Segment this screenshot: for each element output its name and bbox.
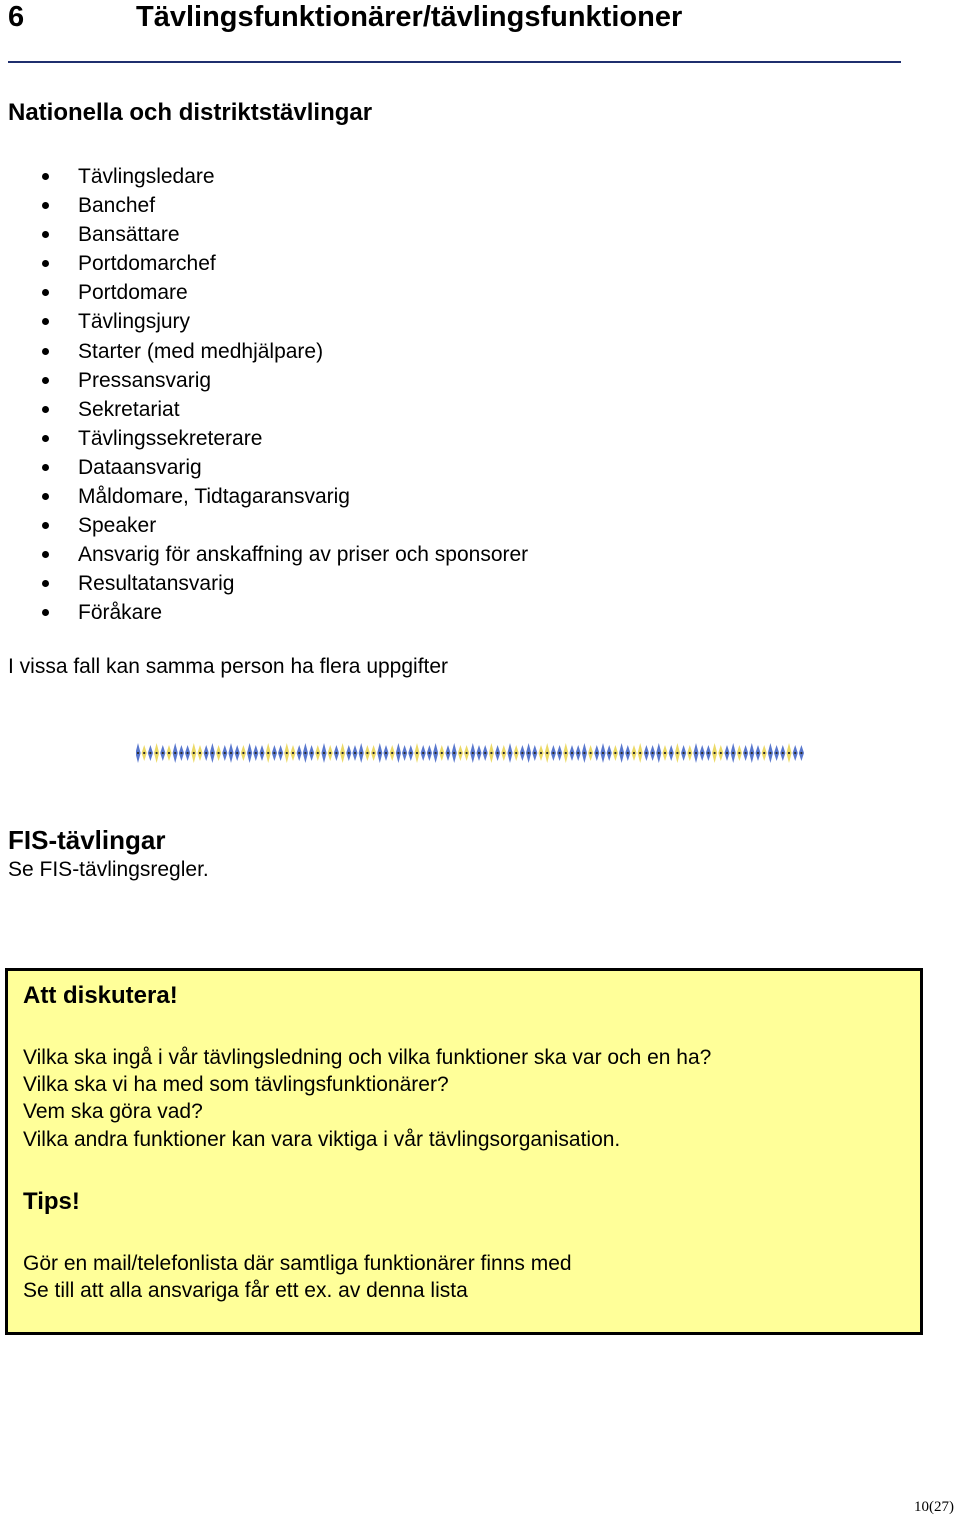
list-item: Tävlingssekreterare (36, 424, 528, 453)
bullet-icon (42, 435, 49, 442)
list-item: Bansättare (36, 220, 528, 249)
section-title: Nationella och distriktstävlingar (8, 99, 373, 126)
list-item: Föråkare (36, 598, 528, 627)
tips-heading: Tips! (23, 1188, 80, 1215)
bullet-icon (42, 348, 49, 355)
page-number: 10(27) (914, 1499, 954, 1515)
decorative-divider (136, 738, 808, 768)
discussion-line: Vilka andra funktioner kan vara viktiga i vår tävlingsorganisation. (23, 1128, 621, 1151)
chapter-number: 6 (8, 1, 25, 33)
discussion-line: Vilka ska ingå i vår tävlingsledning och vilka funktioner ska var och en ha? (23, 1046, 712, 1069)
fis-heading: FIS-tävlingar (8, 825, 166, 855)
bullet-icon (42, 260, 49, 267)
fis-text: Se FIS-tävlingsregler. (8, 858, 209, 881)
heading-rule (8, 61, 901, 63)
list-item: Måldomare, Tidtagaransvarig (36, 482, 528, 511)
bullet-icon (42, 318, 49, 325)
bullet-icon (42, 231, 49, 238)
list-item: Banchef (36, 191, 528, 220)
bullet-icon (42, 377, 49, 384)
bullet-icon (42, 406, 49, 413)
tips-line: Gör en mail/telefonlista där samtliga funktionärer finns med (23, 1252, 572, 1275)
bullet-icon (42, 522, 49, 529)
bullet-icon (42, 609, 49, 616)
bullet-icon (42, 493, 49, 500)
list-item: Ansvarig för anskaffning av priser och sponsorer (36, 540, 528, 569)
bullet-icon (42, 551, 49, 558)
list-item: Tävlingsledare (36, 162, 528, 191)
list-item: Resultatansvarig (36, 569, 528, 598)
bullet-icon (42, 202, 49, 209)
list-item: Sekretariat (36, 395, 528, 424)
discussion-line: Vem ska göra vad? (23, 1100, 203, 1123)
discussion-line: Vilka ska vi ha med som tävlingsfunktionärer? (23, 1073, 449, 1096)
bullet-icon (42, 464, 49, 471)
role-list (36, 162, 528, 628)
discussion-heading: Att diskutera! (23, 982, 178, 1009)
list-item: Portdomarchef (36, 249, 528, 278)
tips-line: Se till att alla ansvariga får ett ex. av denna lista (23, 1279, 468, 1302)
chapter-title: Tävlingsfunktionärer/tävlingsfunktioner (136, 1, 683, 33)
discussion-box (5, 968, 923, 1335)
bullet-icon (42, 580, 49, 587)
bullet-icon (42, 173, 49, 180)
list-item: Starter (med medhjälpare) (36, 337, 528, 366)
list-item: Dataansvarig (36, 453, 528, 482)
list-item: Pressansvarig (36, 366, 528, 395)
list-item: Tävlingsjury (36, 307, 528, 336)
list-item: Portdomare (36, 278, 528, 307)
bullet-icon (42, 289, 49, 296)
list-item: Speaker (36, 511, 528, 540)
role-note: I vissa fall kan samma person ha flera uppgifter (8, 655, 449, 678)
